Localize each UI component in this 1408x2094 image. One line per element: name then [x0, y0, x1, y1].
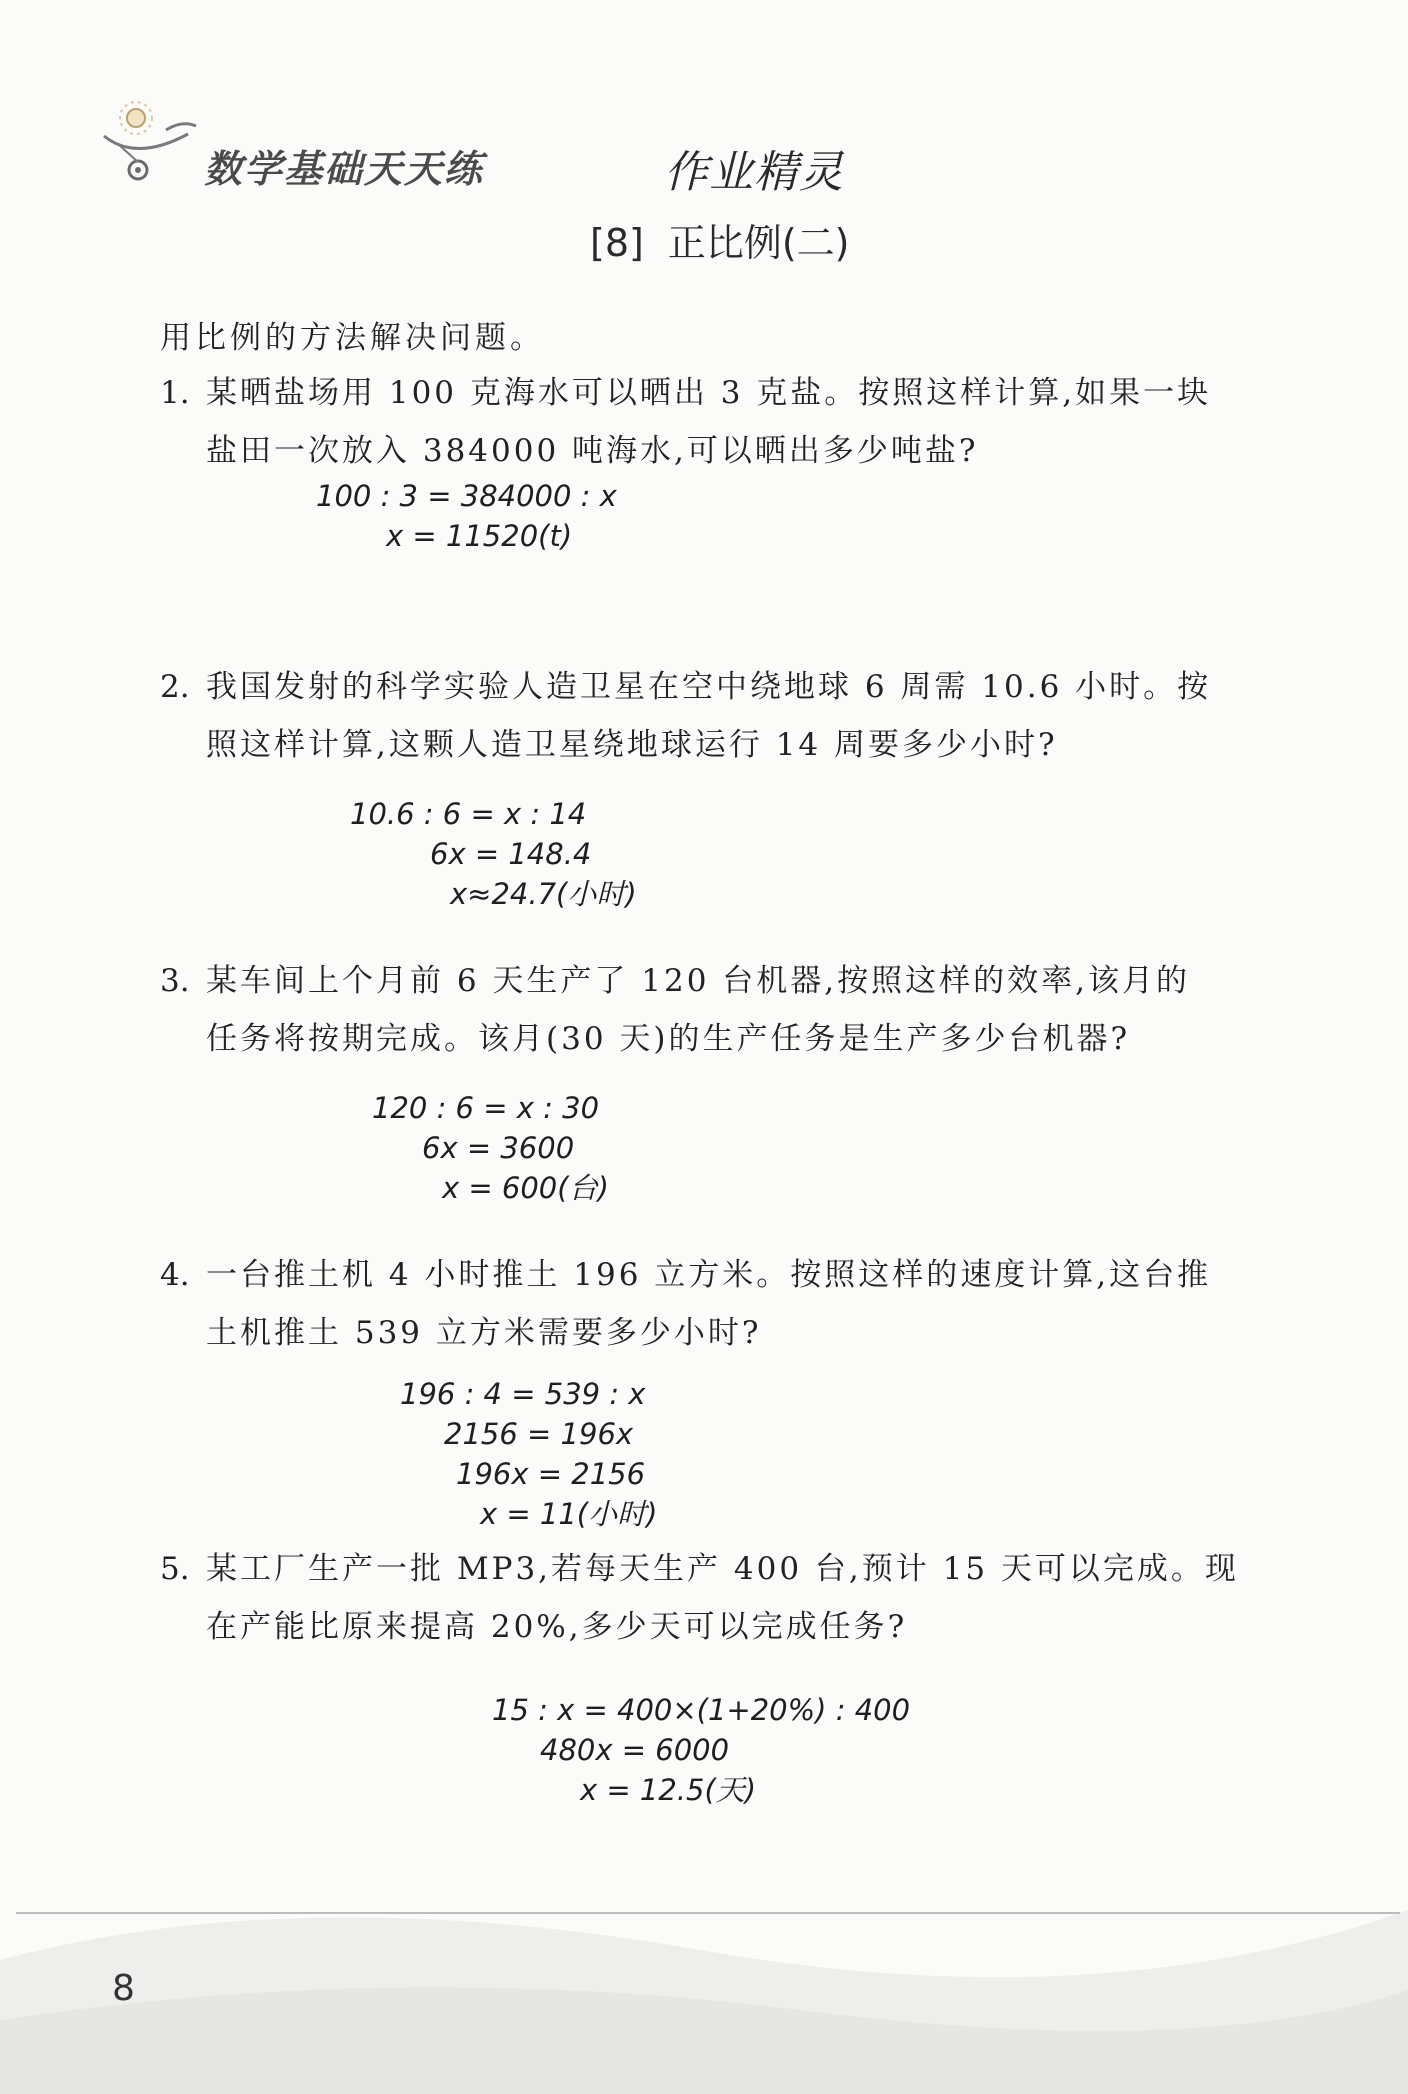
brand-title: 数学基础天天练 — [204, 146, 485, 191]
answer-4 — [400, 1374, 657, 1534]
footer-divider — [16, 1912, 1400, 1914]
problem-1 — [160, 364, 1320, 480]
problem-line: 照这样计算,这颗人造卫星绕地球运行 14 周要多少小时? — [206, 727, 1058, 763]
problem-5 — [160, 1540, 1320, 1656]
problem-number: 3. — [160, 963, 190, 999]
lesson-title — [590, 212, 849, 267]
problem-number: 1. — [160, 375, 190, 411]
answer-1 — [316, 476, 617, 556]
problem-line — [160, 1246, 1320, 1304]
answer-line: 6x = 148.4 — [430, 837, 592, 871]
problem-text: 一台推土机 4 小时推土 196 立方米。按照这样的速度计算,这台推 — [206, 1257, 1212, 1293]
answer-line: x = 11520(t) — [386, 519, 573, 553]
answer-line: 196x = 2156 — [456, 1457, 646, 1491]
answer-line: 100 : 3 = 384000 : x — [316, 479, 617, 513]
problem-3 — [160, 952, 1320, 1068]
answer-line: 15 : x = 400×(1+20%) : 400 — [492, 1693, 911, 1727]
problem-line — [160, 364, 1320, 422]
problem-2 — [160, 658, 1320, 774]
problem-number: 2. — [160, 669, 190, 705]
problem-line — [160, 658, 1320, 716]
instruction-text: 用比例的方法解决问题。 — [160, 320, 545, 356]
answer-line: 10.6 : 6 = x : 14 — [350, 797, 587, 831]
problem-number: 5. — [160, 1551, 190, 1587]
answer-3 — [372, 1088, 609, 1208]
answer-line: x≈24.7(小时) — [450, 877, 637, 911]
problem-text: 某工厂生产一批 MP3,若每天生产 400 台,预计 15 天可以完成。现 — [206, 1551, 1239, 1587]
problem-line: 土机推土 539 立方米需要多少小时? — [206, 1315, 762, 1351]
page-number: 8 — [112, 1968, 135, 2009]
lesson-name: 正比例(二) — [667, 221, 850, 265]
answer-line: x = 11(小时) — [480, 1497, 658, 1531]
problem-number: 4. — [160, 1257, 190, 1293]
cart-logo-icon — [96, 100, 206, 190]
answer-line: x = 12.5(天) — [580, 1773, 757, 1807]
answer-line: 120 : 6 = x : 30 — [372, 1091, 600, 1125]
problem-text: 某晒盐场用 100 克海水可以晒出 3 克盐。按照这样计算,如果一块 — [206, 375, 1212, 411]
problem-line — [160, 952, 1320, 1010]
problem-line: 在产能比原来提高 20%,多少天可以完成任务? — [206, 1609, 908, 1645]
problem-line — [160, 1540, 1320, 1598]
header-logo — [96, 100, 516, 210]
problem-line: 任务将按期完成。该月(30 天)的生产任务是生产多少台机器? — [206, 1021, 1131, 1057]
watermark-text: 作业精灵 — [664, 147, 844, 198]
problem-text: 某车间上个月前 6 天生产了 120 台机器,按照这样的效率,该月的 — [206, 963, 1191, 999]
lesson-number: [8] — [590, 221, 644, 265]
problem-text: 我国发射的科学实验人造卫星在空中绕地球 6 周需 10.6 小时。按 — [206, 669, 1212, 705]
problem-line: 盐田一次放入 384000 吨海水,可以晒出多少吨盐? — [206, 433, 979, 469]
answer-2 — [350, 794, 637, 914]
problem-4 — [160, 1246, 1320, 1362]
answer-line: 2156 = 196x — [444, 1417, 634, 1451]
answer-line: x = 600(台) — [442, 1171, 609, 1205]
answer-line: 480x = 6000 — [540, 1733, 730, 1767]
footer-decoration — [0, 1760, 1408, 2094]
answer-line: 196 : 4 = 539 : x — [400, 1377, 646, 1411]
answer-line: 6x = 3600 — [422, 1131, 575, 1165]
